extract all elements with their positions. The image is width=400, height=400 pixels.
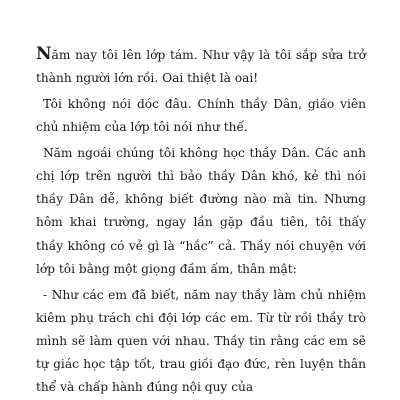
paragraph-1 <box>36 44 366 90</box>
drop-cap-letter: N <box>36 44 52 64</box>
page-body-text <box>36 44 366 400</box>
paragraph-1-text: ăm nay tôi lên lớp tám. Như vậy là tôi sắp sửa trở thành người lớn rồi. Oai thiệt là oai! <box>36 48 366 86</box>
paragraph-4: - Như các em đã biết, năm nay thầy làm chủ nhiệm kiêm phụ trách chi đội lớp các em. Từ từ rồi thầy trò mình sẽ làm quen với nhau. Thầy tin rằng các em sẽ tự giác học tập tốt, trau giồi đạo đức, rèn luyện thân thể và chấp hành đúng nội quy của <box>36 287 366 395</box>
paragraph-3: Năm ngoái chúng tôi không học thầy Dân. Các anh chị lớp trên người thì bảo thầy Dân khó, kẻ thì nói thầy Dân dễ, không biết đường nào mà tin. Nhưng hôm khai trường, ngay lần gặp đầu tiên, tôi thấy thầy không có vẻ gì là “hắc” cả. Thầy nói chuyện với lớp tôi bằng một giọng đầm ấm, thân mật: <box>36 145 366 276</box>
paragraph-2: Tôi không nói dóc đâu. Chính thầy Dân, giáo viên chủ nhiệm của lớp tôi nói như thế. <box>36 96 366 135</box>
